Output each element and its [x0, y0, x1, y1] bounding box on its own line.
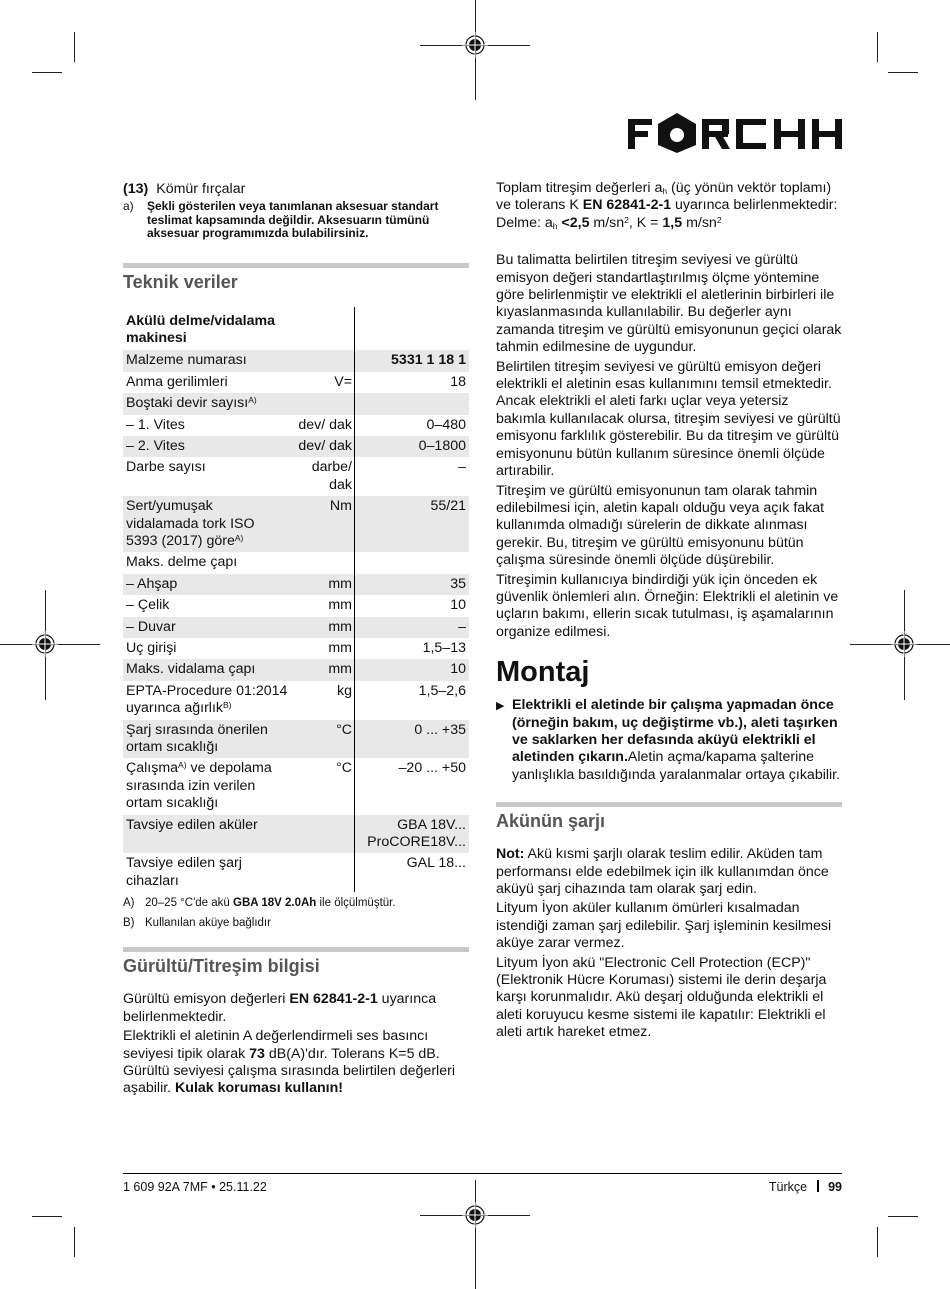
footer-code: 1 609 92A 7MF • 25.11.22	[123, 1180, 267, 1194]
spec-value: –	[458, 459, 466, 476]
spec-unit	[289, 552, 355, 573]
noise-paragraph: Elektrikli el aletinin A değerlendirmeli ses basıncı seviyesi tipik olarak 73 dB(A)'dır. Tolerans K=5 dB. Gürültü seviyesi çalışma sırasında belirtilen değerleri aşabilir. Kulak koruması kullanın!	[123, 1028, 455, 1097]
spec-row	[123, 393, 469, 414]
spec-unit	[289, 350, 355, 371]
spec-label: Malzeme numarası	[123, 350, 289, 371]
spec-label: Sert/yumuşak vidalamada tork ISO 5393 (2017) göre$^{A)}$	[123, 496, 289, 552]
spec-table	[123, 307, 469, 893]
spec-value: 10	[450, 597, 466, 614]
noise-paragraph: Gürültü emisyon değerleri EN 62841-2-1 uyarınca belirlenmektedir.	[123, 991, 437, 1025]
spec-row	[123, 659, 469, 680]
spec-row	[123, 638, 469, 659]
crop-mark	[877, 1227, 878, 1257]
spec-unit: dev/ dak	[289, 436, 355, 457]
charging-paragraph: Lityum İyon akü "Electronic Cell Protection (ECP)" (Elektronik Hücre Koruması) sistemi ile derin deşarja karşı korunmalıdır. Akü deşarj olduğunda elektrikli el aleti koruyucu kesme sistemi ile kapatılır: Elektrikli el aleti artık hareket etmez.	[496, 954, 827, 1041]
spec-unit: °C	[289, 720, 355, 759]
spec-label: Uç girişi	[126, 640, 177, 656]
triangle-bullet-icon: ▶	[496, 700, 505, 713]
accessory-number: (13)	[123, 181, 149, 197]
registration-mark-icon	[891, 631, 917, 657]
vibration-paragraph: Titreşim ve gürültü emisyonunun tam olarak tahmin edilebilmesi için, aletin kapalı olduğu veya açık fakat kullanımda olmadığı sürelerin de dikkate alınması gerekir. Bu, titreşim ve gürültü emisyonunu bütün çalışma süresinde önemli ölçüde düşürebilir.	[496, 482, 825, 569]
spec-row	[123, 617, 469, 638]
spec-row	[123, 372, 469, 393]
accessory-item	[123, 180, 469, 198]
spec-label: Maks. vidalama çapı	[123, 659, 289, 680]
montaj-heading: Montaj	[496, 656, 590, 689]
registration-mark-icon	[462, 32, 488, 58]
section-technical-data	[123, 263, 469, 293]
spec-row	[123, 496, 469, 552]
spec-value	[355, 393, 470, 414]
spec-unit: °C	[289, 758, 355, 814]
spec-label: Tavsiye edilen aküler	[123, 815, 289, 854]
spec-value: 1,5–2,6	[418, 682, 466, 699]
spec-label: Boştaki devir sayısı$^{A)}$	[123, 393, 289, 414]
footer-page-info	[769, 1180, 842, 1194]
note-text: Şekli gösterilen veya tanımlanan aksesuar standart teslimat kapsamında değildir. Aksesuarın tümünü aksesuar programımızda bulabilirsiniz.	[147, 199, 439, 240]
spec-row	[123, 552, 469, 573]
montaj-warning: ▶ Elektrikli el aletinde bir çalışma yapmadan önce (örneğin bakım, uç değiştirme vb.), aleti taşırken ve saklarken her defasında aküyü elektrikli el aletinden çıkarın.Aletin açma/kapama şalterine yanlışlıkla basıldığında yaralanmalar ortaya çıkabilir.	[496, 697, 841, 783]
spec-value: 0–480	[426, 416, 466, 433]
spec-header: Akülü delme/vidalama makinesi	[126, 312, 276, 346]
registration-mark-icon	[462, 1202, 488, 1228]
spec-label: Anma gerilimleri	[126, 373, 228, 390]
spec-unit: darbe/ dak	[289, 457, 355, 496]
spec-unit: Nm	[289, 496, 355, 552]
spec-label: Tavsiye edilen şarj cihazları	[126, 855, 242, 889]
footer-divider	[817, 1180, 819, 1192]
crop-mark	[877, 32, 878, 62]
spec-unit: mm	[289, 617, 355, 638]
crop-mark	[32, 1216, 62, 1217]
section-title: Akünün şarjı	[496, 811, 606, 832]
section-title: Gürültü/Titreşim bilgisi	[123, 956, 320, 977]
spec-unit	[289, 815, 355, 854]
spec-unit	[289, 393, 355, 414]
section-charging	[496, 802, 842, 832]
spec-label: Darbe sayısı	[126, 459, 206, 476]
spec-unit: mm	[289, 638, 355, 659]
spec-value: GBA 18V... ProCORE18V...	[355, 815, 470, 854]
charging-paragraph: Not: Akü kısmi şarjlı olarak teslim edilir. Aküden tam performansı elde edebilmek için ilk kullanımdan önce aküyü şarj cihazında tam olarak şarj edin.	[496, 846, 829, 897]
spec-unit: V=	[289, 372, 355, 393]
spec-unit	[289, 853, 355, 892]
crop-mark	[888, 1216, 918, 1217]
spec-value: 35	[355, 574, 470, 595]
spec-value: 0 ... +35	[355, 720, 470, 759]
footer-rule	[123, 1173, 842, 1174]
spec-row	[123, 574, 469, 595]
spec-unit: mm	[289, 595, 355, 616]
footnote-b: B) Kullanılan aküye bağlıdır	[123, 917, 271, 930]
note-letter: a)	[123, 199, 134, 213]
spec-value: 1,5–13	[422, 640, 466, 656]
spec-label: – Çelik	[126, 597, 170, 614]
crop-mark	[74, 1227, 75, 1257]
crop-mark	[475, 1180, 476, 1289]
spec-label: – 2. Vites	[123, 436, 289, 457]
spec-value: 55/21	[355, 496, 470, 552]
spec-value: 0–1800	[355, 436, 470, 457]
spec-row	[123, 758, 469, 814]
charging-paragraph: Lityum İyon aküler kullanım ömürleri kısalmadan istendiği zaman şarj edilebilir. Şarj işleminin kesilmesi aküye zarar vermez.	[496, 900, 832, 952]
crop-mark	[32, 72, 62, 73]
spec-header-row	[123, 307, 469, 351]
spec-row	[123, 720, 469, 759]
spec-unit: kg	[289, 681, 355, 720]
section-noise	[123, 947, 469, 977]
spec-row	[123, 815, 469, 854]
spec-unit: mm	[289, 659, 355, 680]
spec-label: EPTA-Procedure 01:2014 uyarınca ağırlık$^{B)}$	[126, 682, 288, 717]
spec-row	[123, 681, 469, 720]
spec-row	[123, 350, 469, 371]
spec-label: Maks. delme çapı	[126, 554, 238, 571]
spec-label: Şarj sırasında önerilen ortam sıcaklığı	[123, 720, 289, 759]
right-column	[496, 180, 842, 1044]
spec-value	[355, 552, 470, 573]
registration-mark-icon	[32, 631, 58, 657]
left-column	[123, 180, 469, 1100]
section-title: Teknik veriler	[123, 271, 238, 292]
page-number: 99	[828, 1180, 842, 1194]
footer-language: Türkçe	[768, 1180, 808, 1194]
spec-row	[123, 853, 469, 892]
vibration-intro: Toplam titreşim değerleri $a_h$ (üç yönün vektör toplamı) ve tolerans K EN 62841-2-1 uyarınca belirlenmektedir: Delme: $a_h <2,5$ $m/sn^2$, K = 1,5 $m/sn^2$	[496, 180, 838, 231]
spec-row	[123, 436, 469, 457]
accessory-label: Kömür fırçalar	[156, 181, 246, 197]
spec-row	[123, 415, 469, 436]
forch-logo	[628, 113, 842, 153]
crop-mark	[74, 32, 75, 62]
vibration-paragraph: Titreşimin kullanıcıya bindirdiği yük için önceden ek güvenlik önlemleri alın. Örneğin: Elektrikli el aletinin ve uçların bakımı, ellerin sıcak tutulması, iş aşamalarının organize edilmesi.	[496, 571, 839, 640]
accessory-note	[123, 200, 469, 241]
spec-label: – Ahşap	[123, 574, 289, 595]
spec-value: 5331 1 18 1	[355, 350, 470, 371]
spec-label: – 1. Vites	[126, 416, 185, 433]
spec-row	[123, 457, 469, 496]
spec-label: – Duvar	[123, 617, 289, 638]
footnote-a: A) 20–25 °C'de akü GBA 18V 2.0Ah ile ölçülmüştür.	[123, 897, 396, 910]
spec-value: 10	[355, 659, 470, 680]
spec-value: –20 ... +50	[398, 760, 466, 777]
vibration-paragraph: Bu talimatta belirtilen titreşim seviyesi ve gürültü emisyon değeri standartlaştırılmış ölçme yöntemine göre belirlenmiştir ve elektrikli el aletlerinin birbirleri ile kıyaslanmasında kullanılabilir. Bu değerler aynı zamanda titreşim ve gürültü emisyonunun geçici olarak tahmin edilmesine de uygundur.	[496, 252, 842, 356]
spec-unit: dev/ dak	[289, 415, 355, 436]
spec-label: Çalışma$^{A)}$ ve depolama sırasında izin verilen ortam sıcaklığı	[126, 760, 272, 812]
spec-value: GAL 18...	[406, 855, 466, 872]
vibration-paragraph: Belirtilen titreşim seviyesi ve gürültü emisyon değeri elektrikli el aletinin esas kullanımını temsil etmektedir. Ancak elektrikli el aleti farkı uçlar veya yetersiz bakımla kullanılacak olursa, titreşim seviyesi ve gürültü emisyonu farklılık gösterebilir. Bu da titreşim ve gürültü emisyonunu bütün kullanım süresince önemli ölçüde artırabilir.	[496, 358, 841, 480]
spec-value: –	[355, 617, 470, 638]
crop-mark	[888, 72, 918, 73]
spec-row	[123, 595, 469, 616]
spec-unit: mm	[289, 574, 355, 595]
spec-value: 18	[450, 373, 466, 390]
